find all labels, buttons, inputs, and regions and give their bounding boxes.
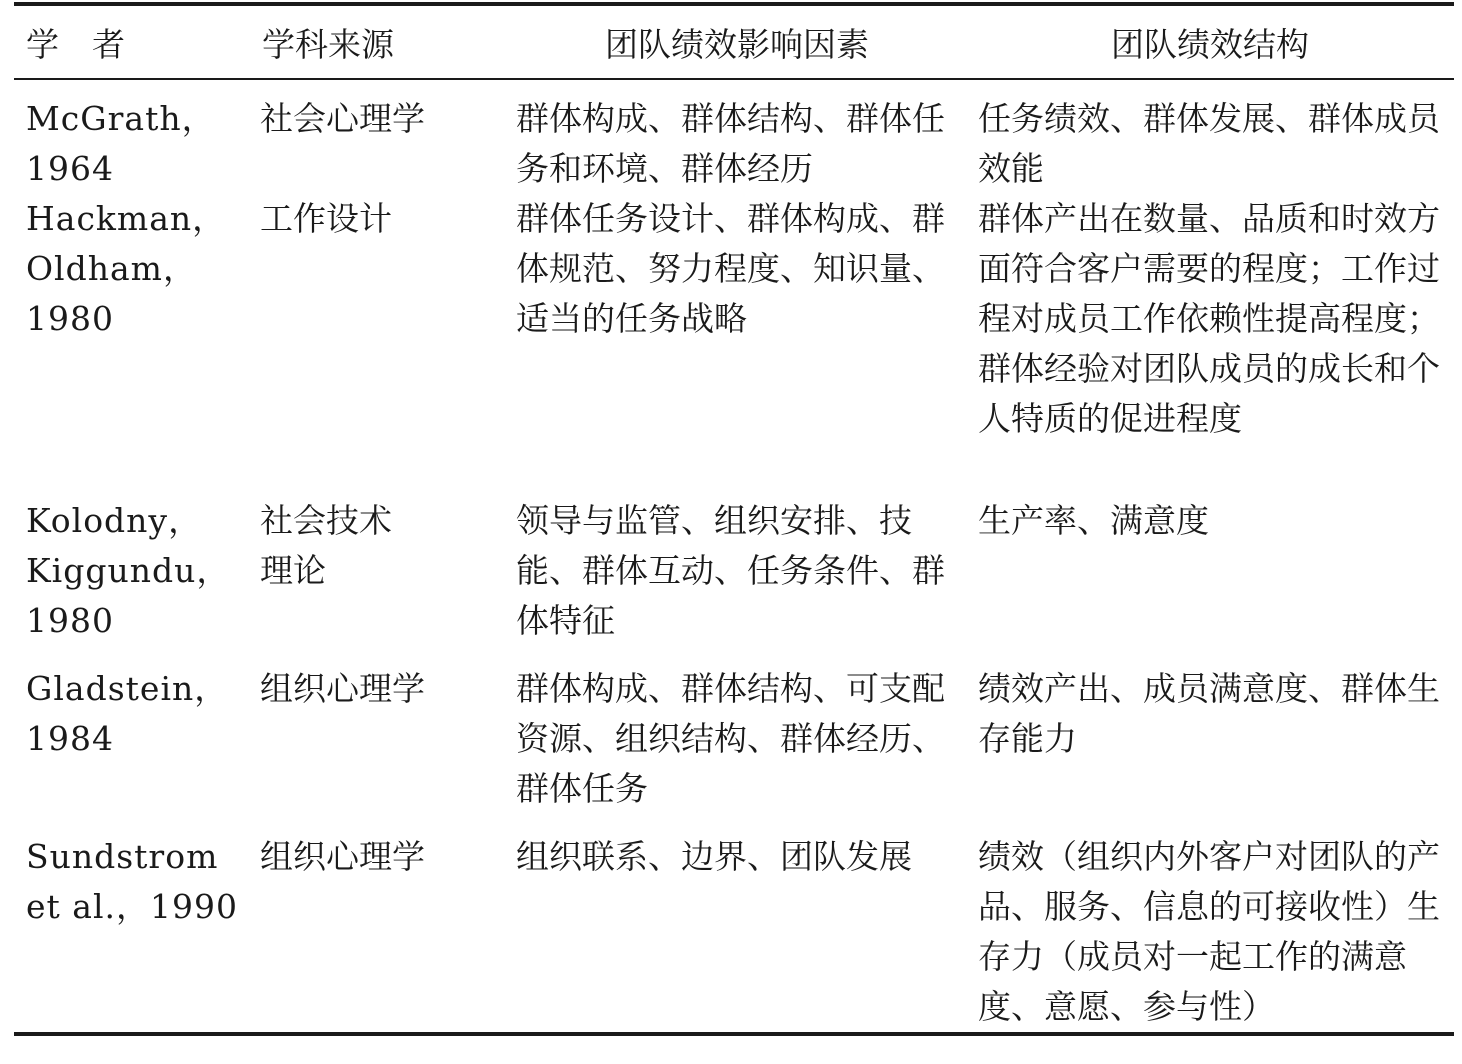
structure-cell: 任务绩效、群体发展、群体成员效能 [978, 99, 1440, 188]
discipline-cell: 社会技术理论 [260, 501, 392, 590]
structure-cell: 绩效产出、成员满意度、群体生存能力 [978, 669, 1440, 758]
author-cell: Hackman， Oldham， 1980 [26, 199, 227, 338]
factors-cell: 群体构成、群体结构、可支配资源、组织结构、群体经历、群体任务 [516, 669, 945, 808]
table [14, 6, 1454, 78]
structure-cell: 群体产出在数量、品质和时效方面符合客户需要的程度；工作过程对成员工作依赖性提高程度；群体经验对团队成员的成长和个人特质的促进程度 [978, 199, 1440, 438]
author-cell: Gladstein， 1984 [26, 669, 229, 758]
table-row [14, 194, 1454, 496]
table-body [14, 80, 1454, 1032]
structure-cell: 生产率、满意度 [978, 501, 1209, 540]
author-cell: Kolodny， Kiggundu， 1980 [26, 501, 231, 640]
table-row [14, 832, 1454, 1032]
factors-cell: 组织联系、边界、团队发展 [516, 837, 912, 876]
table-row [14, 664, 1454, 832]
discipline-cell: 社会心理学 [260, 99, 425, 138]
header-factors: 团队绩效影响因素 [605, 24, 869, 64]
author-cell: Sundstrom et al.，1990 [26, 837, 238, 926]
header-row [14, 6, 1454, 78]
factors-cell: 群体任务设计、群体构成、群体规范、努力程度、知识量、适当的任务战略 [516, 199, 945, 338]
factors-cell: 群体构成、群体结构、群体任务和环境、群体经历 [516, 99, 945, 188]
discipline-cell: 组织心理学 [260, 669, 425, 708]
factors-cell: 领导与监管、组织安排、技能、群体互动、任务条件、群体特征 [516, 501, 945, 640]
table-row [14, 496, 1454, 664]
structure-cell: 绩效（组织内外客户对团队的产品、服务、信息的可接收性）生存力（成员对一起工作的满意度、意愿、参与性） [978, 837, 1440, 1026]
header-structure: 团队绩效结构 [1111, 24, 1309, 64]
discipline-cell: 工作设计 [260, 199, 392, 238]
header-author: 学 者 [26, 24, 125, 64]
table-row [14, 80, 1454, 194]
bottom-rule [14, 1032, 1454, 1036]
discipline-cell: 组织心理学 [260, 837, 425, 876]
header-discipline: 学科来源 [262, 24, 394, 64]
author-cell: McGrath， 1964 [26, 99, 216, 188]
literature-table [14, 0, 1454, 1036]
